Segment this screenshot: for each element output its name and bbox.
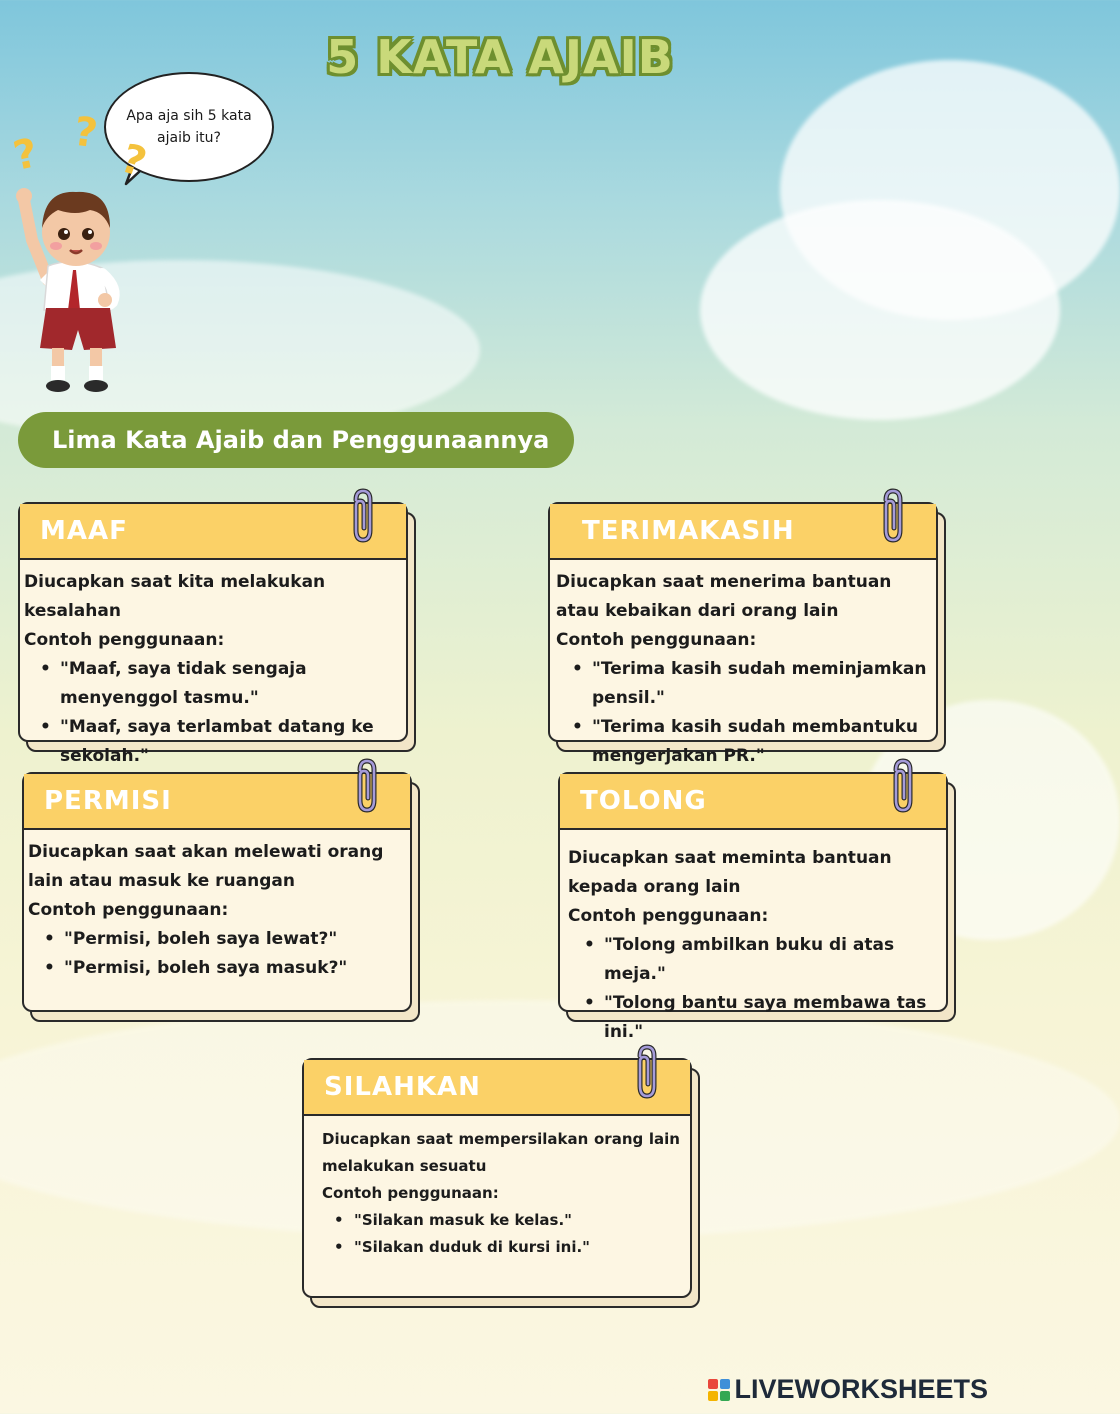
example-list <box>556 655 932 771</box>
card-terimakasih <box>548 502 938 766</box>
example-list <box>24 655 402 771</box>
list-item: • "Terima kasih sudah membantuku mengerjakan PR." <box>572 713 932 771</box>
card-content <box>560 830 946 1047</box>
list-item: • "Silakan duduk di kursi ini." <box>334 1234 680 1261</box>
list-item: • "Permisi, boleh saya lewat?" <box>44 925 406 954</box>
speech-bubble-text: Apa aja sih 5 kata ajaib itu? <box>126 108 252 146</box>
card-title: TERIMAKASIH <box>550 504 936 560</box>
card-description: Diucapkan saat akan melewati orang lain atau masuk ke ruangan <box>28 842 384 891</box>
card-example-label: Contoh penggunaan: <box>568 906 769 926</box>
question-mark-icon: ? <box>115 135 152 187</box>
card-example-label: Contoh penggunaan: <box>556 630 757 650</box>
page-title: 5 KATA AJAIB <box>326 30 674 84</box>
student-boy-illustration <box>10 170 140 402</box>
list-item: • "Tolong ambilkan buku di atas meja." <box>584 931 942 989</box>
question-mark-icon: ? <box>9 130 42 180</box>
paperclip-icon <box>890 758 916 814</box>
liveworksheets-brand[interactable] <box>708 1374 988 1405</box>
logo-square <box>708 1391 718 1401</box>
example-list <box>28 925 406 983</box>
logo-square <box>708 1379 718 1389</box>
card-example-label: Contoh penggunaan: <box>322 1184 499 1202</box>
card-description: Diucapkan saat meminta bantuan kepada orang lain <box>568 848 892 897</box>
list-item: • "Tolong bantu saya membawa tas ini." <box>584 989 942 1047</box>
card-content <box>304 1116 690 1261</box>
paperclip-icon <box>350 488 376 544</box>
card-title: TOLONG <box>560 774 946 830</box>
example-list <box>568 931 942 1047</box>
example-list <box>322 1207 680 1261</box>
list-item: • "Maaf, saya tidak sengaja menyenggol tasmu." <box>40 655 402 713</box>
question-mark-icon: ? <box>70 108 101 158</box>
logo-square <box>720 1391 730 1401</box>
cloud <box>700 200 1060 420</box>
paperclip-icon <box>634 1044 660 1100</box>
card-title: PERMISI <box>24 774 410 830</box>
card-example-label: Contoh penggunaan: <box>28 900 229 920</box>
section-heading: Lima Kata Ajaib dan Penggunaannya <box>18 412 574 468</box>
list-item: • "Silakan masuk ke kelas." <box>334 1207 680 1234</box>
card-description: Diucapkan saat menerima bantuan atau kebaikan dari orang lain <box>556 572 892 621</box>
list-item: • "Permisi, boleh saya masuk?" <box>44 954 406 983</box>
card-silahkan <box>302 1058 692 1298</box>
card-description: Diucapkan saat kita melakukan kesalahan <box>24 572 326 621</box>
list-item: • "Terima kasih sudah meminjamkan pensil." <box>572 655 932 713</box>
card-title: SILAHKAN <box>304 1060 690 1116</box>
paperclip-icon <box>354 758 380 814</box>
brand-name: LIVEWORKSHEETS <box>734 1374 988 1404</box>
card-content <box>550 560 936 771</box>
card-title: MAAF <box>20 504 406 560</box>
card-maaf <box>18 502 408 766</box>
liveworksheets-logo-icon <box>708 1379 730 1401</box>
logo-square <box>720 1379 730 1389</box>
card-description: Diucapkan saat mempersilakan orang lain melakukan sesuatu <box>322 1130 680 1175</box>
card-content <box>24 830 410 983</box>
card-content <box>20 560 406 771</box>
paperclip-icon <box>880 488 906 544</box>
card-tolong <box>558 772 948 1042</box>
card-permisi <box>22 772 412 1012</box>
card-example-label: Contoh penggunaan: <box>24 630 225 650</box>
list-item: • "Maaf, saya terlambat datang ke sekolah." <box>40 713 402 771</box>
